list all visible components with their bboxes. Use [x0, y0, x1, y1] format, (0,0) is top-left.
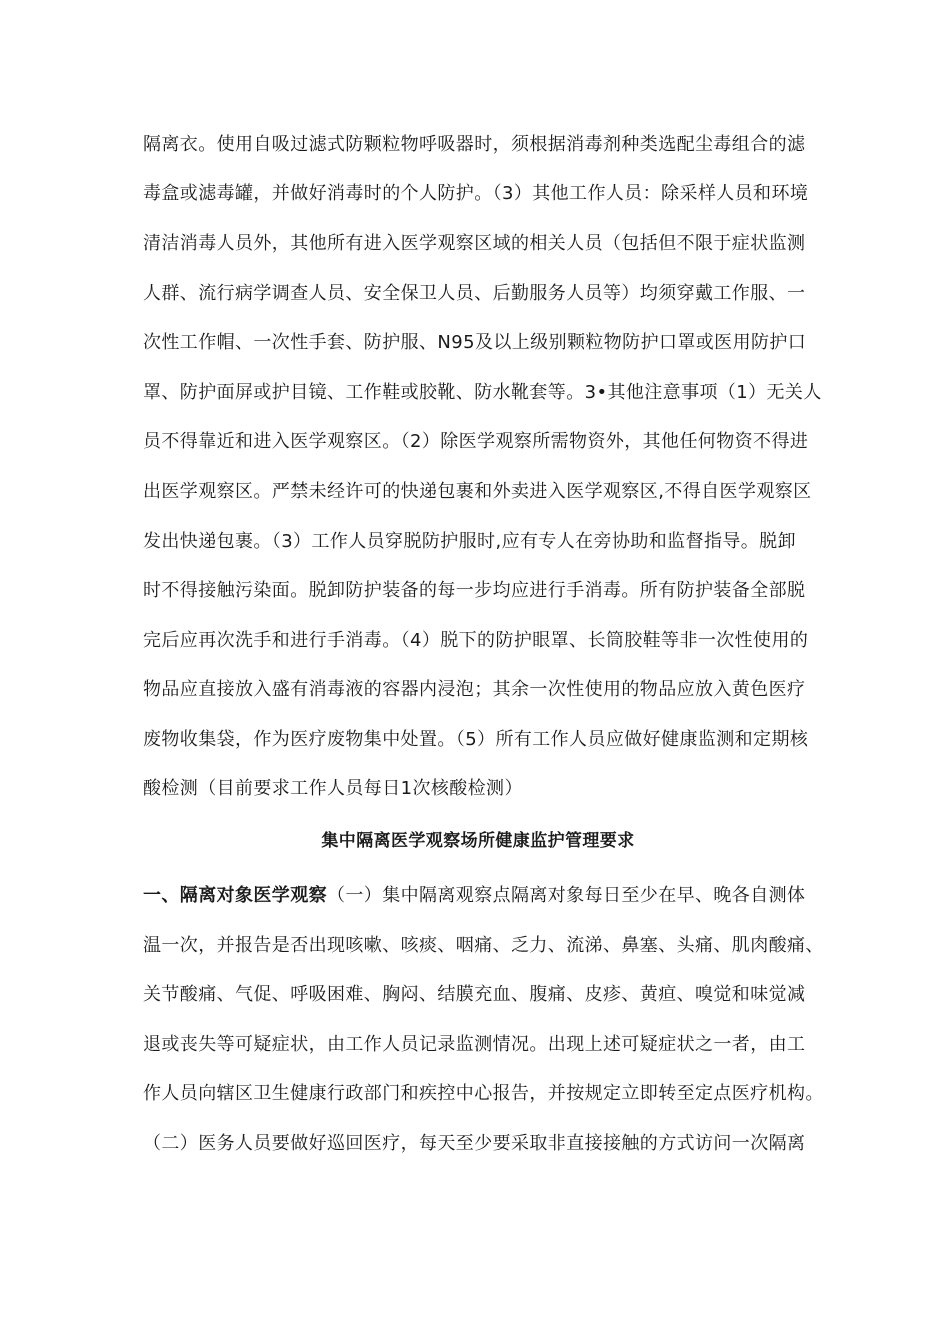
body-text-line: 温一次，并报告是否出现咳嗽、咳痰、咽痛、乏力、流涕、鼻塞、头痛、肌肉酸痛、 [143, 935, 824, 956]
body-text-line: 时不得接触污染面。脱卸防护装备的每一步均应进行手消毒。所有防护装备全部脱 [143, 580, 806, 601]
section-heading: 集中隔离医学观察场所健康监护管理要求 [321, 831, 635, 851]
body-text-line: 毒盒或滤毒罐，并做好消毒时的个人防护。（3）其他工作人员：除采样人员和环境 [143, 183, 809, 204]
body-text-line: 出医学观察区。严禁未经许可的快递包裹和外卖进入医学观察区,不得自医学观察区 [143, 481, 812, 502]
body-text-line: 物品应直接放入盛有消毒液的容器内浸泡；其余一次性使用的物品应放入黄色医疗 [143, 679, 806, 700]
body-text-line: （二）医务人员要做好巡回医疗，每天至少要采取非直接接触的方式访问一次隔离 [143, 1133, 806, 1154]
body-text-line: 废物收集袋，作为医疗废物集中处置。（5）所有工作人员应做好健康监测和定期核 [143, 729, 809, 750]
body-text-line: 关节酸痛、气促、呼吸困难、胸闷、结膜充血、腹痛、皮疹、黄疸、嗅觉和味觉减 [143, 984, 806, 1005]
body-text-span: （一）集中隔离观察点隔离对象每日至少在早、晚各自测体 [327, 885, 806, 906]
body-text-line: 清洁消毒人员外，其他所有进入医学观察区域的相关人员（包括但不限于症状监测 [143, 233, 806, 254]
body-text-line: 员不得靠近和进入医学观察区。（2）除医学观察所需物资外，其他任何物资不得进 [143, 431, 809, 452]
body-text-line: 退或丧失等可疑症状，由工作人员记录监测情况。出现上述可疑症状之一者，由工 [143, 1034, 806, 1055]
subsection-title: 一、隔离对象医学观察 [143, 885, 327, 906]
body-text-line [143, 884, 813, 908]
body-text-line: 罩、防护面屏或护目镜、工作鞋或胶靴、防水靴套等。3•其他注意事项（1）无关人 [143, 382, 822, 403]
body-text-line: 酸检测（目前要求工作人员每日1次核酸检测） [143, 778, 523, 799]
body-text-line: 作人员向辖区卫生健康行政部门和疾控中心报告，并按规定立即转至定点医疗机构。 [143, 1083, 824, 1104]
body-text-line: 隔离衣。使用自吸过滤式防颗粒物呼吸器时，须根据消毒剂种类选配尘毒组合的滤 [143, 134, 806, 155]
body-text-line: 次性工作帽、一次性手套、防护服、N95及以上级别颗粒物防护口罩或医用防护口 [143, 332, 807, 353]
body-text-line: 完后应再次洗手和进行手消毒。（4）脱下的防护眼罩、长筒胶鞋等非一次性使用的 [143, 630, 809, 651]
body-text-line: 人群、流行病学调查人员、安全保卫人员、后勤服务人员等）均须穿戴工作服、一 [143, 283, 806, 304]
body-text-line: 发出快递包裹。（3）工作人员穿脱防护服时,应有专人在旁协助和监督指导。脱卸 [143, 531, 796, 552]
